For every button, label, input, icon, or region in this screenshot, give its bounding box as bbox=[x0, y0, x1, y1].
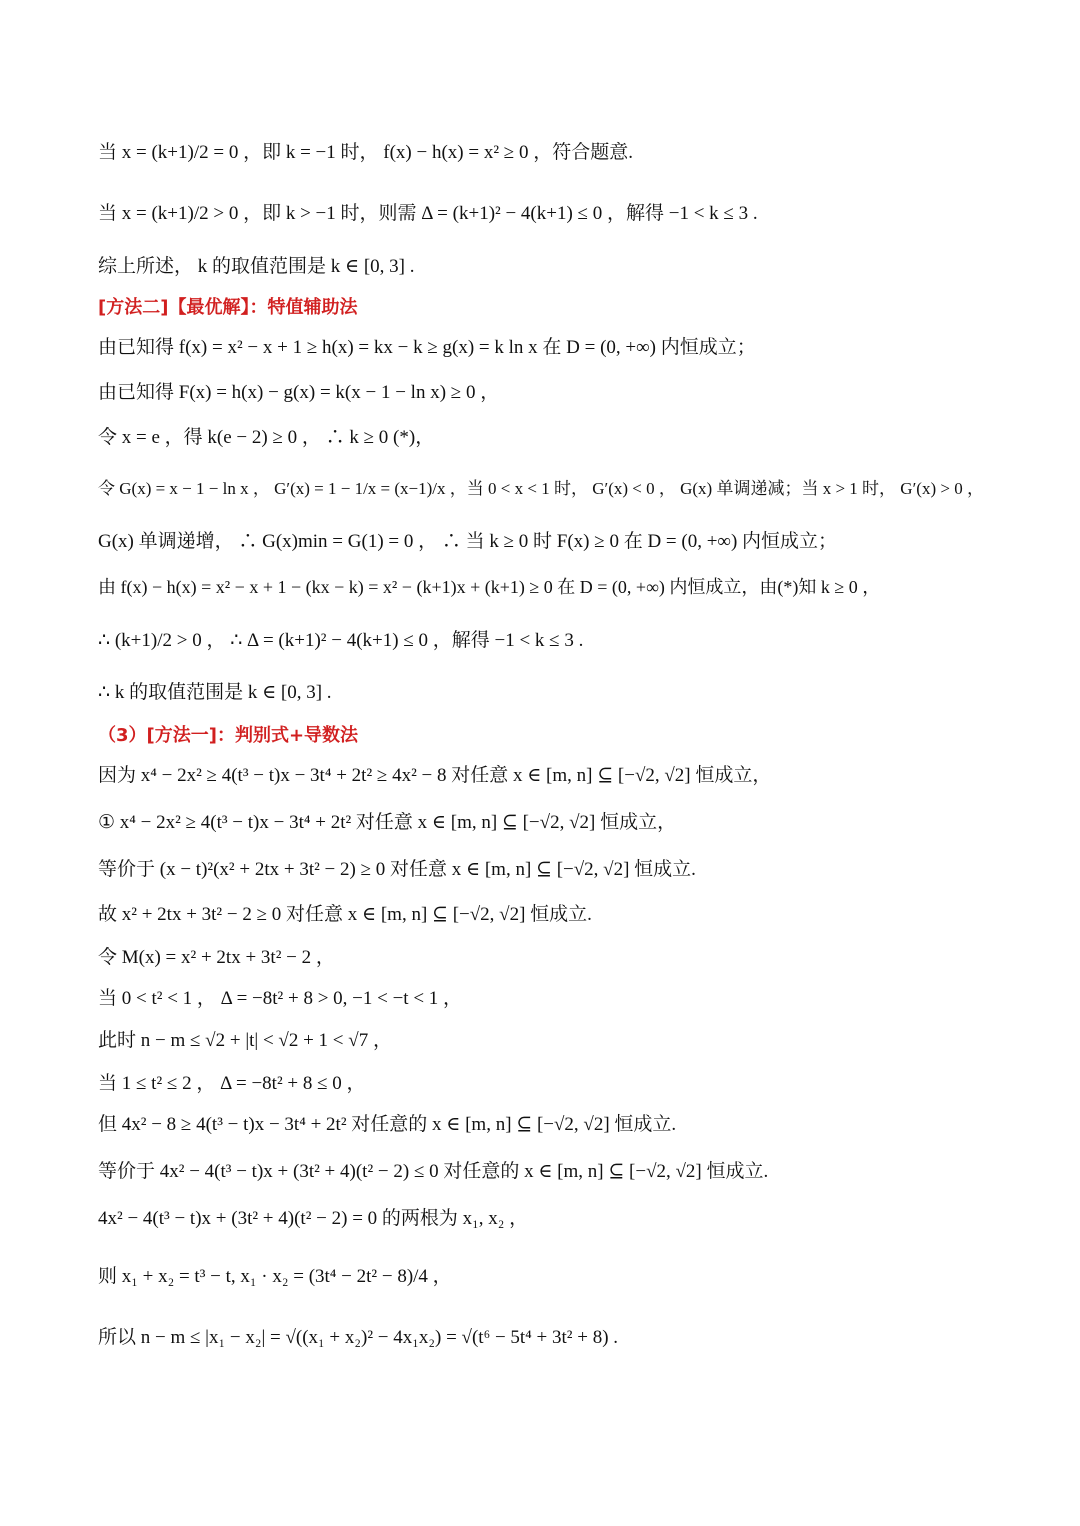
line-7: 令 x = e ，得 k(e − 2) ≥ 0 ， ∴ k ≥ 0 (*)， bbox=[98, 427, 435, 448]
line-16: 等价于 (x − t)²(x² + 2tx + 3t² − 2) ≥ 0 对任意 x ∈ [m, n] ⊆ [−√2, √2] 恒成立. bbox=[98, 859, 696, 880]
line-2: 当 x = (k+1)/2 > 0 ，即 k > −1 时，则需 Δ = (k+1)² − 4(k+1) ≤ 0 ，解得 −1 < k ≤ 3 . bbox=[98, 203, 758, 224]
line-1: 当 x = (k+1)/2 = 0 ，即 k = −1 时， f(x) − h(x) = x² ≥ 0 ，符合题意. bbox=[98, 142, 633, 163]
heading-method-two: [方法二]【最优解】：特值辅助法 bbox=[98, 297, 358, 318]
line-3: 综上所述， k 的取值范围是 k ∈ [0, 3] . bbox=[98, 256, 415, 277]
line-12: ∴ k 的取值范围是 k ∈ [0, 3] . bbox=[98, 682, 332, 703]
line-19: 当 0 < t² < 1 ， Δ = −8t² + 8 > 0, −1 < −t < 1 ， bbox=[98, 988, 463, 1009]
line-18: 令 M(x) = x² + 2tx + 3t² − 2 ， bbox=[98, 947, 335, 968]
line-8: 令 G(x) = x − 1 − ln x ， G′(x) = 1 − 1/x = (x−1)/x ，当 0 < x < 1 时， G′(x) < 0 ， G(x) 单调递减；当 x > 1 时， G′(x) > 0 ， bbox=[98, 479, 984, 498]
line-9: G(x) 单调递增， ∴ G(x)min = G(1) = 0 ， ∴ 当 k ≥ 0 时 F(x) ≥ 0 在 D = (0, +∞) 内恒成立； bbox=[98, 531, 838, 552]
line-23: 等价于 4x² − 4(t³ − t)x + (3t² + 4)(t² − 2) ≤ 0 对任意的 x ∈ [m, n] ⊆ [−√2, √2] 恒成立. bbox=[98, 1161, 769, 1182]
line-26: 所以 n − m ≤ |x₁ − x₂| = √((x₁ + x₂)² − 4x₁x₂) = √(t⁶ − 5t⁴ + 3t² + 8) . bbox=[98, 1327, 619, 1348]
heading-part-three-method-one: （3）[方法一]：判别式+导数法 bbox=[98, 725, 359, 746]
line-24: 4x² − 4(t³ − t)x + (3t² + 4)(t² − 2) = 0 的两根为 x₁, x₂ ， bbox=[98, 1208, 529, 1229]
line-20: 此时 n − m ≤ √2 + |t| < √2 + 1 < √7 ， bbox=[98, 1030, 392, 1051]
line-5: 由已知得 f(x) = x² − x + 1 ≥ h(x) = kx − k ≥ g(x) = k ln x 在 D = (0, +∞) 内恒成立； bbox=[98, 337, 756, 358]
line-11: ∴ (k+1)/2 > 0 ， ∴ Δ = (k+1)² − 4(k+1) ≤ 0 ，解得 −1 < k ≤ 3 . bbox=[98, 630, 584, 651]
line-14: 因为 x⁴ − 2x² ≥ 4(t³ − t)x − 3t⁴ + 2t² ≥ 4x² − 8 对任意 x ∈ [m, n] ⊆ [−√2, √2] 恒成立， bbox=[98, 765, 772, 786]
line-22: 但 4x² − 8 ≥ 4(t³ − t)x − 3t⁴ + 2t² 对任意的 x ∈ [m, n] ⊆ [−√2, √2] 恒成立. bbox=[98, 1114, 677, 1135]
line-17: 故 x² + 2tx + 3t² − 2 ≥ 0 对任意 x ∈ [m, n] ⊆ [−√2, √2] 恒成立. bbox=[98, 904, 592, 925]
line-6: 由已知得 F(x) = h(x) − g(x) = k(x − 1 − ln x) ≥ 0 ， bbox=[98, 382, 500, 403]
line-15: ① x⁴ − 2x² ≥ 4(t³ − t)x − 3t⁴ + 2t² 对任意 x ∈ [m, n] ⊆ [−√2, √2] 恒成立， bbox=[98, 812, 677, 833]
line-10: 由 f(x) − h(x) = x² − x + 1 − (kx − k) = x² − (k+1)x + (k+1) ≥ 0 在 D = (0, +∞) 内恒成立，由(*)知 k ≥ 0 ， bbox=[98, 577, 881, 597]
line-21: 当 1 ≤ t² ≤ 2 ， Δ = −8t² + 8 ≤ 0 ， bbox=[98, 1073, 366, 1094]
line-25: 则 x₁ + x₂ = t³ − t, x₁ · x₂ = (3t⁴ − 2t² − 8)/4 ， bbox=[98, 1266, 452, 1287]
